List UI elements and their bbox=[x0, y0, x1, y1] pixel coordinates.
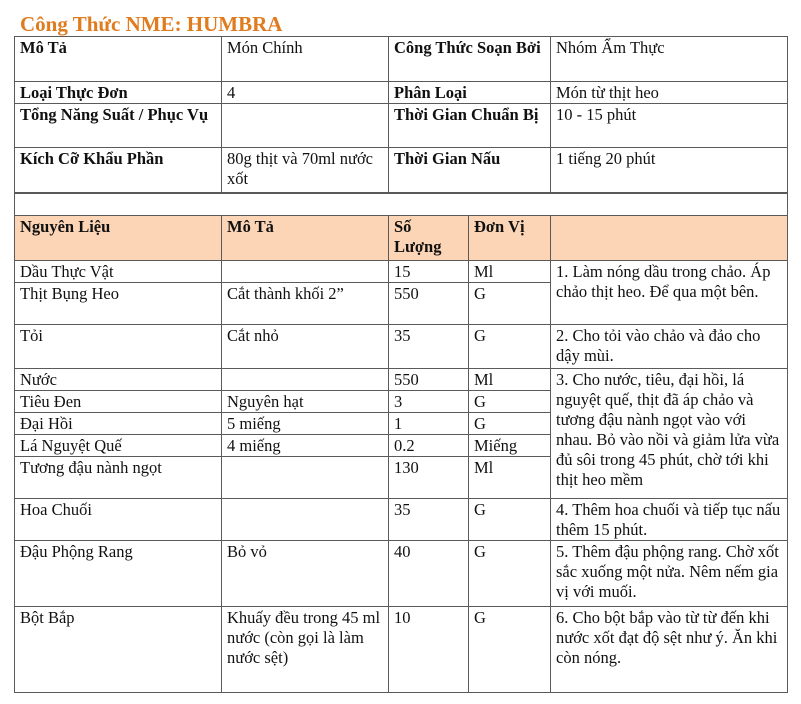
ingredient-qty: 1 bbox=[389, 413, 469, 435]
ingredient-row bbox=[15, 541, 788, 607]
ingredient-row bbox=[15, 499, 788, 541]
ingredient-name: Thịt Bụng Heo bbox=[15, 283, 222, 325]
ingredient-desc: Bỏ vỏ bbox=[222, 541, 389, 607]
menu-type-label: Loại Thực Đơn bbox=[15, 82, 222, 104]
yield-value bbox=[222, 104, 389, 148]
header-quantity: Số Lượng bbox=[389, 216, 469, 261]
header-description: Mô Tả bbox=[222, 216, 389, 261]
ingredient-row bbox=[15, 325, 788, 369]
ingredient-unit: G bbox=[469, 413, 551, 435]
ingredient-name: Tương đậu nành ngọt bbox=[15, 457, 222, 499]
portion-label: Kích Cỡ Khẩu Phần bbox=[15, 148, 222, 193]
step-6: 6. Cho bột bắp vào từ từ đến khi nước xốt đạt độ sệt như ý. Ăn khi còn nóng. bbox=[551, 607, 788, 693]
cook-time-label: Thời Gian Nấu bbox=[389, 148, 551, 193]
info-row bbox=[15, 148, 788, 193]
ingredient-unit: Ml bbox=[469, 261, 551, 283]
step-3: 3. Cho nước, tiêu, đại hồi, lá nguyệt quế, thịt đã áp chảo và tương đậu nành ngọt vào với nhau. Bỏ vào nồi và giảm lửa vừa đủ sôi trong 45 phút, chờ tới khi thịt heo mềm bbox=[551, 369, 788, 499]
step-5: 5. Thêm đậu phộng rang. Chờ xốt sắc xuống một nửa. Nêm nếm gia vị với muối. bbox=[551, 541, 788, 607]
ingredient-desc: 5 miếng bbox=[222, 413, 389, 435]
menu-type-value: 4 bbox=[222, 82, 389, 104]
ingredient-qty: 550 bbox=[389, 369, 469, 391]
info-row bbox=[15, 104, 788, 148]
ingredient-name: Nước bbox=[15, 369, 222, 391]
ingredient-name: Dầu Thực Vật bbox=[15, 261, 222, 283]
ingredient-unit: G bbox=[469, 607, 551, 693]
ingredient-name: Bột Bắp bbox=[15, 607, 222, 693]
ingredient-unit: Ml bbox=[469, 457, 551, 499]
ingredient-qty: 3 bbox=[389, 391, 469, 413]
header-steps bbox=[551, 216, 788, 261]
recipe-info-table bbox=[14, 36, 788, 193]
ingredient-qty: 40 bbox=[389, 541, 469, 607]
ingredient-desc: 4 miếng bbox=[222, 435, 389, 457]
ingredient-qty: 35 bbox=[389, 499, 469, 541]
ingredient-qty: 35 bbox=[389, 325, 469, 369]
ingredient-unit: Ml bbox=[469, 369, 551, 391]
description-label: Mô Tả bbox=[15, 37, 222, 82]
ingredient-desc bbox=[222, 457, 389, 499]
ingredient-desc bbox=[222, 261, 389, 283]
step-4: 4. Thêm hoa chuối và tiếp tục nấu thêm 15 phút. bbox=[551, 499, 788, 541]
cook-time-value: 1 tiếng 20 phút bbox=[551, 148, 788, 193]
ingredient-name: Hoa Chuối bbox=[15, 499, 222, 541]
ingredient-desc: Nguyên hạt bbox=[222, 391, 389, 413]
author-value: Nhóm Ẩm Thực bbox=[551, 37, 788, 82]
ingredient-desc: Khuấy đều trong 45 ml nước (còn gọi là làm nước sệt) bbox=[222, 607, 389, 693]
ingredient-qty: 550 bbox=[389, 283, 469, 325]
prep-time-label: Thời Gian Chuẩn Bị bbox=[389, 104, 551, 148]
author-label: Công Thức Soạn Bởi bbox=[389, 37, 551, 82]
ingredient-unit: G bbox=[469, 391, 551, 413]
ingredient-row bbox=[15, 369, 788, 391]
ingredient-name: Đậu Phộng Rang bbox=[15, 541, 222, 607]
description-value: Món Chính bbox=[222, 37, 389, 82]
portion-value: 80g thịt và 70ml nước xốt bbox=[222, 148, 389, 193]
ingredients-header-row bbox=[15, 216, 788, 261]
step-2: 2. Cho tỏi vào chảo và đảo cho dậy mùi. bbox=[551, 325, 788, 369]
info-row bbox=[15, 37, 788, 82]
ingredient-unit: G bbox=[469, 283, 551, 325]
ingredient-row bbox=[15, 261, 788, 283]
ingredient-name: Tỏi bbox=[15, 325, 222, 369]
header-ingredient: Nguyên Liệu bbox=[15, 216, 222, 261]
ingredient-desc bbox=[222, 499, 389, 541]
ingredient-name: Đại Hồi bbox=[15, 413, 222, 435]
ingredient-name: Lá Nguyệt Quế bbox=[15, 435, 222, 457]
ingredient-name: Tiêu Đen bbox=[15, 391, 222, 413]
ingredient-qty: 10 bbox=[389, 607, 469, 693]
ingredient-desc: Cắt thành khối 2” bbox=[222, 283, 389, 325]
recipe-title: Công Thức NME: HUMBRA bbox=[20, 12, 283, 36]
ingredient-qty: 15 bbox=[389, 261, 469, 283]
ingredient-qty: 0.2 bbox=[389, 435, 469, 457]
ingredient-row bbox=[15, 607, 788, 693]
category-label: Phân Loại bbox=[389, 82, 551, 104]
ingredients-table bbox=[14, 193, 788, 693]
ingredient-unit: G bbox=[469, 325, 551, 369]
ingredient-desc: Cắt nhỏ bbox=[222, 325, 389, 369]
prep-time-value: 10 - 15 phút bbox=[551, 104, 788, 148]
step-1: 1. Làm nóng dầu trong chảo. Áp chảo thịt heo. Để qua một bên. bbox=[551, 261, 788, 325]
yield-label: Tổng Năng Suất / Phục Vụ bbox=[15, 104, 222, 148]
ingredient-unit: G bbox=[469, 541, 551, 607]
spacer-row bbox=[15, 194, 788, 216]
info-row bbox=[15, 82, 788, 104]
ingredient-unit: Miếng bbox=[469, 435, 551, 457]
ingredient-qty: 130 bbox=[389, 457, 469, 499]
spacer-cell bbox=[15, 194, 788, 216]
ingredient-desc bbox=[222, 369, 389, 391]
ingredient-unit: G bbox=[469, 499, 551, 541]
category-value: Món từ thịt heo bbox=[551, 82, 788, 104]
header-unit: Đơn Vị bbox=[469, 216, 551, 261]
